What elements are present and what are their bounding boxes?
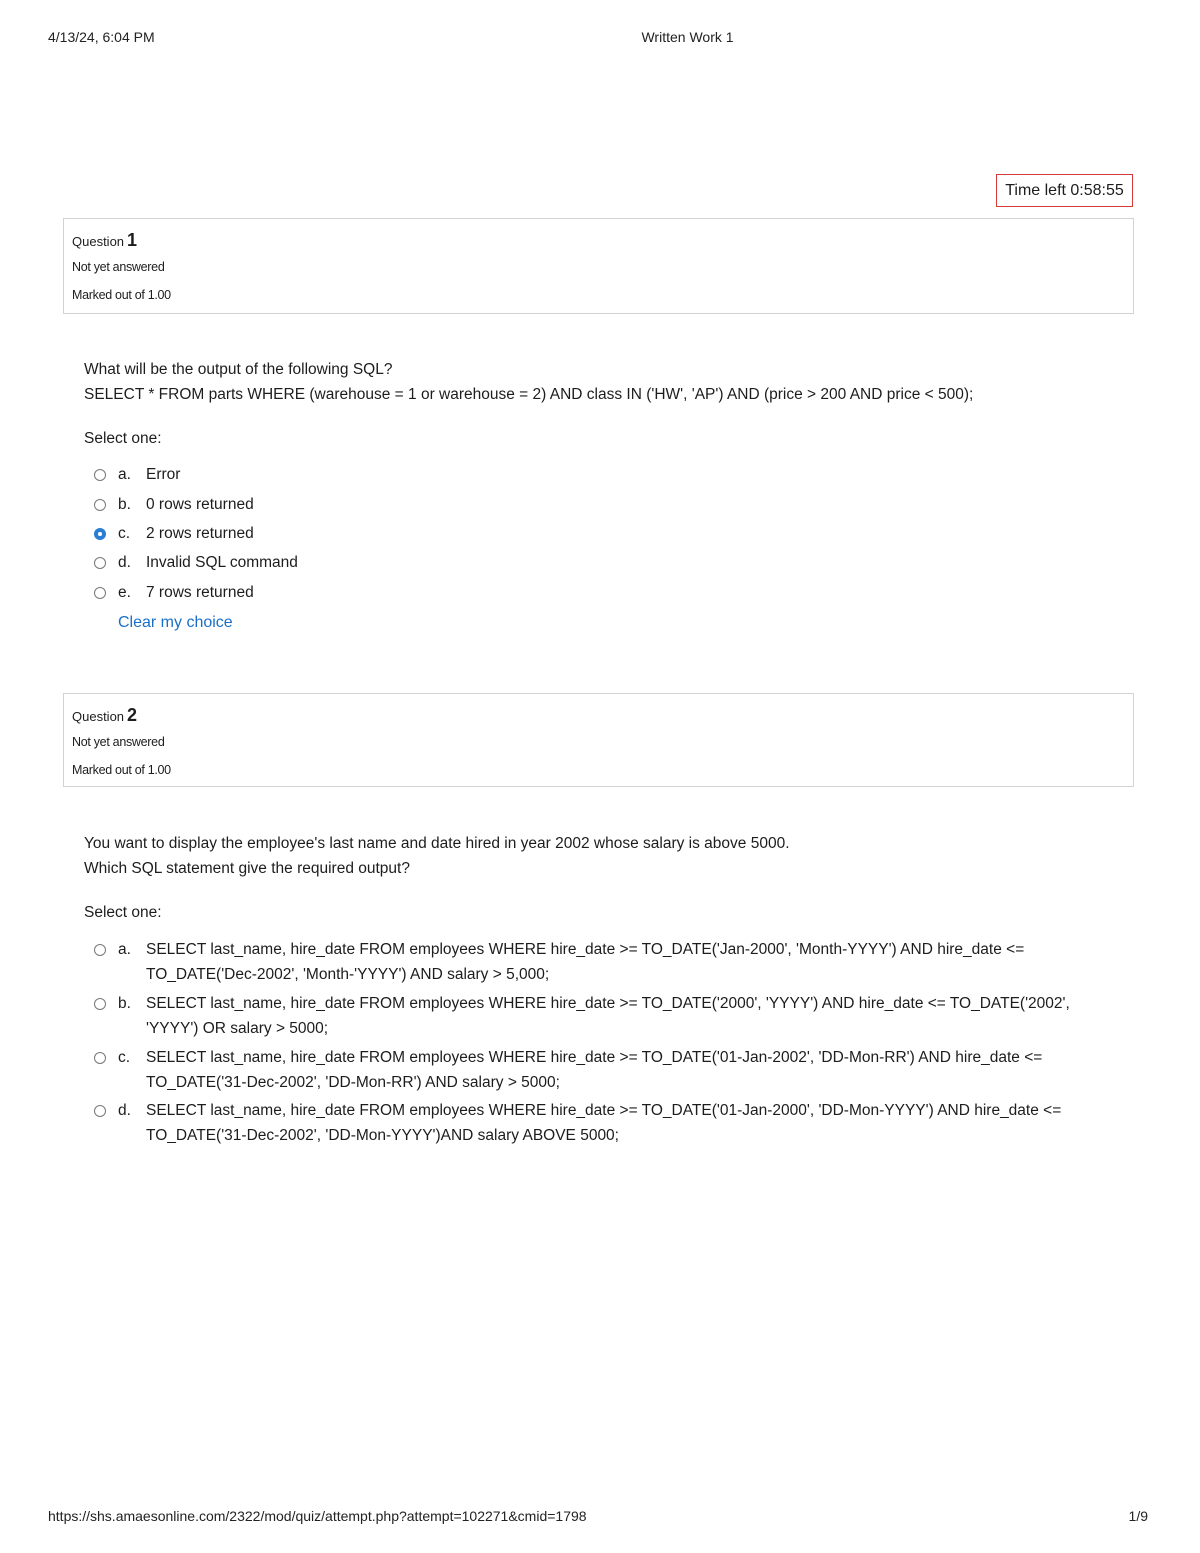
answer-option-d[interactable] [94, 551, 1094, 576]
quiz-timer: Time left 0:58:55 [996, 174, 1133, 207]
option-text: Invalid SQL command [146, 554, 298, 571]
answer-option-d[interactable] [94, 1099, 1094, 1148]
answer-option-c[interactable] [94, 1046, 1064, 1095]
radio-button[interactable] [94, 998, 106, 1010]
question-number-value: 2 [127, 705, 138, 725]
question-2-text [84, 831, 1124, 881]
print-page-title: Written Work 1 [641, 29, 734, 45]
question-grade: Marked out of 1.00 [72, 763, 171, 777]
question-text-line: Which SQL statement give the required output? [84, 860, 410, 877]
option-text: SELECT last_name, hire_date FROM employees WHERE hire_date >= TO_DATE('2000', 'YYYY') AND hire_date <= TO_DATE('2002', 'YYYY') OR salary > 5000; [146, 995, 1070, 1037]
question-number [72, 705, 137, 726]
question-label: Question [72, 234, 125, 249]
option-letter: d. [118, 554, 131, 571]
option-text: SELECT last_name, hire_date FROM employees WHERE hire_date >= TO_DATE('01-Jan-2002', 'DD-Mon-RR') AND hire_date <= TO_DATE('31-Dec-2002', 'DD-Mon-RR') AND salary > 5000; [146, 1049, 1043, 1091]
option-letter: a. [118, 466, 131, 483]
print-page-number: 1/9 [1128, 1508, 1148, 1524]
option-letter: b. [118, 995, 131, 1012]
radio-button[interactable] [94, 1052, 106, 1064]
question-label: Question [72, 709, 125, 724]
question-text-line: You want to display the employee's last name and date hired in year 2002 whose salary is above 5000. [84, 835, 790, 852]
radio-button[interactable] [94, 557, 106, 569]
option-text: SELECT last_name, hire_date FROM employees WHERE hire_date >= TO_DATE('Jan-2000', 'Month-YYYY') AND hire_date <= TO_DATE('Dec-2002', 'Month-'YYYY') AND salary > 5,000; [146, 941, 1025, 983]
print-datetime: 4/13/24, 6:04 PM [48, 29, 155, 45]
question-number [72, 230, 137, 251]
question-1-info [63, 218, 1134, 314]
question-number-value: 1 [127, 230, 138, 250]
radio-button[interactable] [94, 1105, 106, 1117]
answer-option-c[interactable] [94, 522, 1094, 547]
option-letter: c. [118, 1049, 131, 1066]
select-one-prompt: Select one: [84, 904, 162, 921]
answer-option-a[interactable] [94, 938, 1054, 987]
option-letter: c. [118, 525, 131, 542]
radio-button-selected[interactable] [94, 528, 106, 540]
radio-button[interactable] [94, 499, 106, 511]
question-grade: Marked out of 1.00 [72, 288, 171, 302]
question-state: Not yet answered [72, 735, 165, 749]
option-text: Error [146, 466, 181, 483]
radio-button[interactable] [94, 587, 106, 599]
option-text: 2 rows returned [146, 525, 254, 542]
answer-option-b[interactable] [94, 992, 1094, 1041]
option-text: SELECT last_name, hire_date FROM employees WHERE hire_date >= TO_DATE('01-Jan-2000', 'DD-Mon-YYYY') AND hire_date <= TO_DATE('31-Dec-2002', 'DD-Mon-YYYY')AND salary ABOVE 5000; [146, 1102, 1062, 1144]
select-one-prompt: Select one: [84, 430, 162, 447]
radio-button[interactable] [94, 944, 106, 956]
print-url: https://shs.amaesonline.com/2322/mod/quiz/attempt.php?attempt=102271&cmid=1798 [48, 1508, 587, 1524]
question-text-line: SELECT * FROM parts WHERE (warehouse = 1 or warehouse = 2) AND class IN ('HW', 'AP') AND (price > 200 AND price < 500); [84, 386, 974, 403]
question-text-line: What will be the output of the following SQL? [84, 361, 393, 378]
option-letter: d. [118, 1102, 131, 1119]
answer-option-e[interactable] [94, 581, 1094, 606]
question-2-info [63, 693, 1134, 787]
clear-my-choice-link[interactable]: Clear my choice [118, 614, 233, 631]
question-state: Not yet answered [72, 260, 165, 274]
option-letter: e. [118, 584, 131, 601]
answer-option-a[interactable] [94, 463, 1094, 488]
question-1-text [84, 357, 1124, 407]
option-text: 7 rows returned [146, 584, 254, 601]
answer-option-b[interactable] [94, 493, 1094, 518]
option-letter: b. [118, 496, 131, 513]
option-text: 0 rows returned [146, 496, 254, 513]
option-letter: a. [118, 941, 131, 958]
radio-button[interactable] [94, 469, 106, 481]
